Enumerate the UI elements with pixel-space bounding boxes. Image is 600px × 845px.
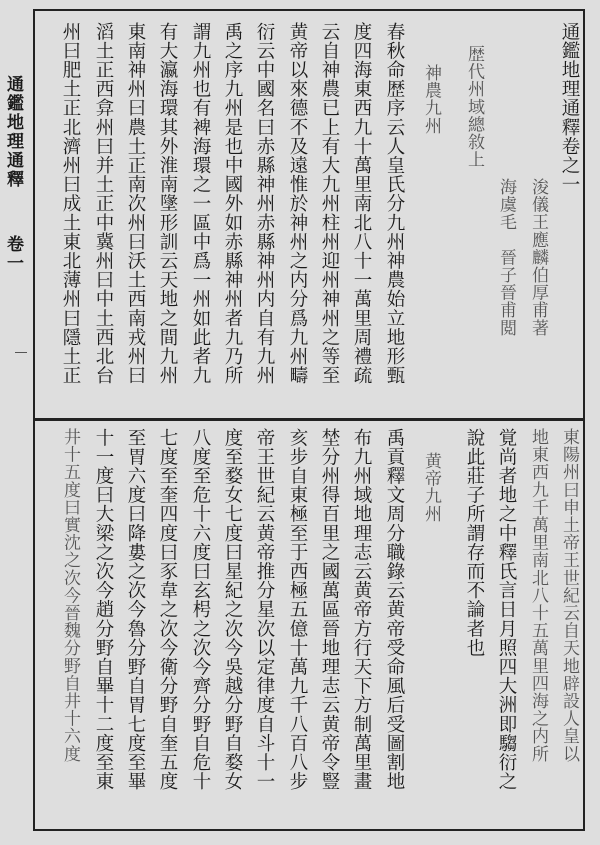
text-column: 謂九州也有裨海環之一區中爲一州如此者九 bbox=[190, 22, 211, 385]
text-column: 度至婺女七度曰星紀之次今吳越分野自婺女 bbox=[222, 428, 243, 791]
text-column: 神農九州 bbox=[421, 64, 441, 135]
text-column: 滔土正西弇州曰并土正中冀州曰中土西北台 bbox=[93, 22, 114, 385]
text-column: 黄帝以來德不及遠惟於神州之内分爲九州疇 bbox=[287, 22, 308, 385]
text-column: 十一度曰大梁之次今趙分野自畢十二度至東 bbox=[93, 428, 114, 791]
text-column: 說此莊子所謂存而不論者也 bbox=[464, 428, 485, 658]
text-column: 地東西九千萬里南北八十五萬里四海之内所 bbox=[528, 428, 548, 763]
margin-rule bbox=[15, 352, 27, 353]
text-column: 州曰肥土正北濟州曰成土東北薄州曰隱土正 bbox=[60, 22, 81, 385]
text-column: 海虞毛 晉子晉甫閲 bbox=[496, 178, 516, 337]
text-column: 七度至奎四度曰豕韋之次今衛分野自奎五度 bbox=[157, 428, 178, 791]
text-column: 禹之序九州是也中國外如赤縣神州者九乃所 bbox=[222, 22, 243, 385]
text-column: 井十五度曰實沈之次今晉魏分野自井十六度 bbox=[60, 428, 80, 763]
text-column: 八度至危十六度曰玄枵之次今齊分野自危十 bbox=[190, 428, 211, 791]
half-divider bbox=[33, 418, 585, 421]
text-column: 至胃六度曰降婁之次今魯分野自胃七度至畢 bbox=[125, 428, 146, 791]
text-column: 衍云中國名曰赤縣神州赤縣神州内自有九州 bbox=[254, 22, 275, 385]
text-column: 布九州域地理志云黄帝方行天下方制萬里畫 bbox=[351, 428, 372, 791]
margin-title-text: 通鑑地理通釋 bbox=[3, 75, 23, 189]
text-column: 埜分州得百里之國萬區晉地理志云黄帝令豎 bbox=[319, 428, 340, 791]
margin-volume-text: 卷一 bbox=[3, 235, 23, 273]
text-column: 云自神農已上有大九州柱州迎州神州之等至 bbox=[319, 22, 340, 385]
text-column: 亥步自東極至于西極五億十萬九千八百八步 bbox=[287, 428, 308, 791]
margin-book-title bbox=[4, 75, 26, 273]
text-column: 東南神州曰農土正南次州曰沃土西南戎州曰 bbox=[125, 22, 146, 385]
text-column: 歴代州域總敘上 bbox=[464, 45, 484, 169]
text-column: 度四海東西九十萬里南北八十一萬里周禮疏 bbox=[351, 22, 372, 385]
text-column: 通鑑地理通釋卷之一 bbox=[559, 22, 580, 194]
text-column: 覚尚者地之中釋氏言日月照四大洲即騶衍之 bbox=[496, 428, 517, 791]
text-column: 有大瀛海環其外淮南墬形訓云天地之間九州 bbox=[157, 22, 178, 385]
text-column: 黄帝九州 bbox=[421, 452, 441, 523]
text-column: 浚儀王應麟伯厚甫著 bbox=[528, 178, 548, 337]
text-column: 春秋命歴序云人皇氏分九州神農始立地形甄 bbox=[384, 22, 405, 385]
text-column: 禹貢釋文周分職錄云黄帝受命風后受圖割地 bbox=[384, 428, 405, 791]
text-column: 帝王世紀云黄帝推分星次以定律度自斗十一 bbox=[254, 428, 275, 791]
text-column: 東陽州曰申土帝王世紀云自天地辟設人皇以 bbox=[559, 428, 579, 763]
